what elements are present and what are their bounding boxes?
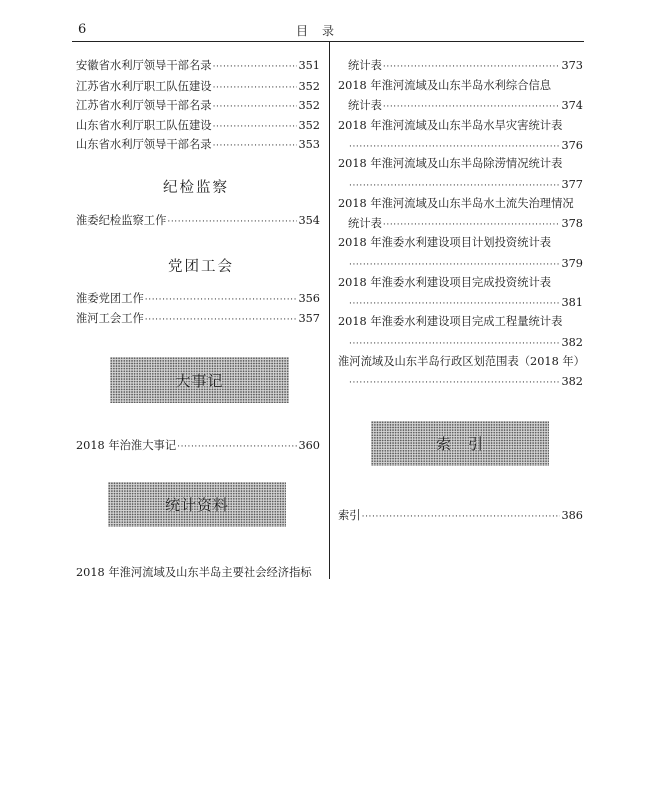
toc-entry-title: 山东省水利厅领导干部名录 — [76, 138, 212, 151]
toc-entry-page: 382 — [561, 375, 583, 388]
toc-entry[interactable] — [76, 119, 320, 134]
toc-entry[interactable] — [76, 439, 320, 454]
header-rule — [72, 41, 584, 42]
toc-entry-title[interactable]: 淮河流域及山东半岛行政区划范围表（2018 年） — [338, 355, 585, 368]
toc-entry[interactable] — [348, 296, 583, 311]
page-number: 6 — [78, 22, 87, 37]
toc-leader-dots — [383, 99, 561, 114]
section-heading-jijian: 纪检监察 — [163, 180, 229, 196]
toc-entry-page: 360 — [298, 439, 320, 452]
toc-entry-page: 353 — [298, 138, 320, 151]
toc-leader-dots — [213, 99, 298, 114]
toc-entry-page: 352 — [298, 80, 320, 93]
toc-entry-page: 386 — [561, 509, 583, 522]
toc-entry-page: 352 — [298, 119, 320, 132]
toc-entry-page: 376 — [561, 139, 583, 152]
toc-entry[interactable] — [348, 139, 583, 154]
toc-leader-dots — [383, 59, 561, 74]
toc-leader-dots — [349, 139, 560, 154]
toc-entry-page: 373 — [561, 59, 583, 72]
toc-entry[interactable] — [76, 80, 320, 95]
toc-leader-dots — [349, 296, 560, 311]
toc-entry[interactable] — [348, 99, 583, 114]
toc-entry-title: 统计表 — [348, 99, 382, 112]
toc-entry-title: 淮委党团工作 — [76, 292, 144, 305]
toc-leader-dots — [145, 292, 298, 307]
toc-entry-title[interactable]: 2018 年淮委水利建设项目完成工程量统计表 — [338, 315, 563, 328]
toc-entry-page: 374 — [561, 99, 583, 112]
toc-entry-page: 377 — [561, 178, 583, 191]
toc-entry-title: 江苏省水利厅领导干部名录 — [76, 99, 212, 112]
toc-leader-dots — [349, 178, 560, 193]
toc-entry[interactable] — [348, 59, 583, 74]
banner-label: 索 引 — [435, 435, 484, 453]
toc-entry[interactable] — [338, 509, 583, 524]
toc-entry-title: 统计表 — [348, 59, 382, 72]
toc-leader-dots — [349, 257, 560, 272]
toc-entry-title: 淮委纪检监察工作 — [76, 214, 167, 227]
running-header-title — [296, 22, 334, 39]
toc-entry-title: 索引 — [338, 509, 361, 522]
section-banner-suoyin — [371, 421, 549, 466]
section-banner-tongji — [108, 482, 286, 527]
toc-entry[interactable] — [76, 138, 320, 153]
toc-entry-page: 378 — [561, 217, 583, 230]
toc-entry-title[interactable]: 2018 年淮河流域及山东半岛除涝情况统计表 — [338, 157, 563, 170]
toc-leader-dots — [362, 509, 561, 524]
toc-entry-page: 352 — [298, 99, 320, 112]
toc-entry[interactable] — [348, 257, 583, 272]
toc-entry-title: 2018 年治淮大事记 — [76, 439, 177, 452]
toc-entry-page: 354 — [298, 214, 320, 227]
toc-entry-title[interactable]: 2018 年淮河流域及山东半岛主要社会经济指标 — [76, 566, 312, 579]
toc-entry[interactable] — [348, 178, 583, 193]
toc-leader-dots — [213, 119, 298, 134]
toc-entry[interactable] — [76, 99, 320, 114]
toc-entry-page: 379 — [561, 257, 583, 270]
column-divider — [329, 42, 330, 579]
banner-label: 大事记 — [175, 371, 224, 390]
toc-entry[interactable] — [348, 336, 583, 351]
toc-entry-page: 382 — [561, 336, 583, 349]
banner-label: 统计资料 — [164, 496, 229, 514]
toc-leader-dots — [167, 214, 297, 229]
toc-entry-title: 江苏省水利厅职工队伍建设 — [76, 80, 212, 93]
header-title-char-2: 录 — [322, 24, 335, 38]
toc-entry[interactable] — [76, 59, 320, 74]
toc-entry-title[interactable]: 2018 年淮河流域及山东半岛水利综合信息 — [338, 79, 552, 92]
toc-entry[interactable] — [76, 312, 320, 327]
toc-entry-page: 357 — [298, 312, 320, 325]
toc-entry-title[interactable]: 2018 年淮委水利建设项目计划投资统计表 — [338, 236, 552, 249]
toc-leader-dots — [213, 138, 298, 153]
toc-entry-title[interactable]: 2018 年淮委水利建设项目完成投资统计表 — [338, 276, 552, 289]
toc-entry-page: 381 — [561, 296, 583, 309]
toc-entry-title: 安徽省水利厅领导干部名录 — [76, 59, 212, 72]
toc-entry[interactable] — [348, 375, 583, 390]
section-banner-dashiji — [110, 357, 289, 403]
toc-leader-dots — [349, 336, 560, 351]
toc-leader-dots — [349, 375, 560, 390]
toc-leader-dots — [213, 59, 298, 74]
section-heading-dangtuan: 党团工会 — [168, 259, 234, 275]
toc-entry-title[interactable]: 2018 年淮河流域及山东半岛水旱灾害统计表 — [338, 119, 563, 132]
toc-entry-title: 山东省水利厅职工队伍建设 — [76, 119, 212, 132]
toc-entry[interactable] — [76, 292, 320, 307]
toc-entry-title: 统计表 — [348, 217, 382, 230]
toc-entry-page: 356 — [298, 292, 320, 305]
toc-entry[interactable] — [348, 217, 583, 232]
toc-entry-title: 淮河工会工作 — [76, 312, 144, 325]
header-title-char-1: 目 — [296, 24, 309, 38]
toc-entry-page: 351 — [298, 59, 320, 72]
toc-leader-dots — [177, 439, 297, 454]
toc-leader-dots — [145, 312, 298, 327]
toc-leader-dots — [213, 80, 298, 95]
toc-entry[interactable] — [76, 214, 320, 229]
toc-leader-dots — [383, 217, 561, 232]
toc-entry-title[interactable]: 2018 年淮河流域及山东半岛水土流失治理情况 — [338, 197, 574, 210]
